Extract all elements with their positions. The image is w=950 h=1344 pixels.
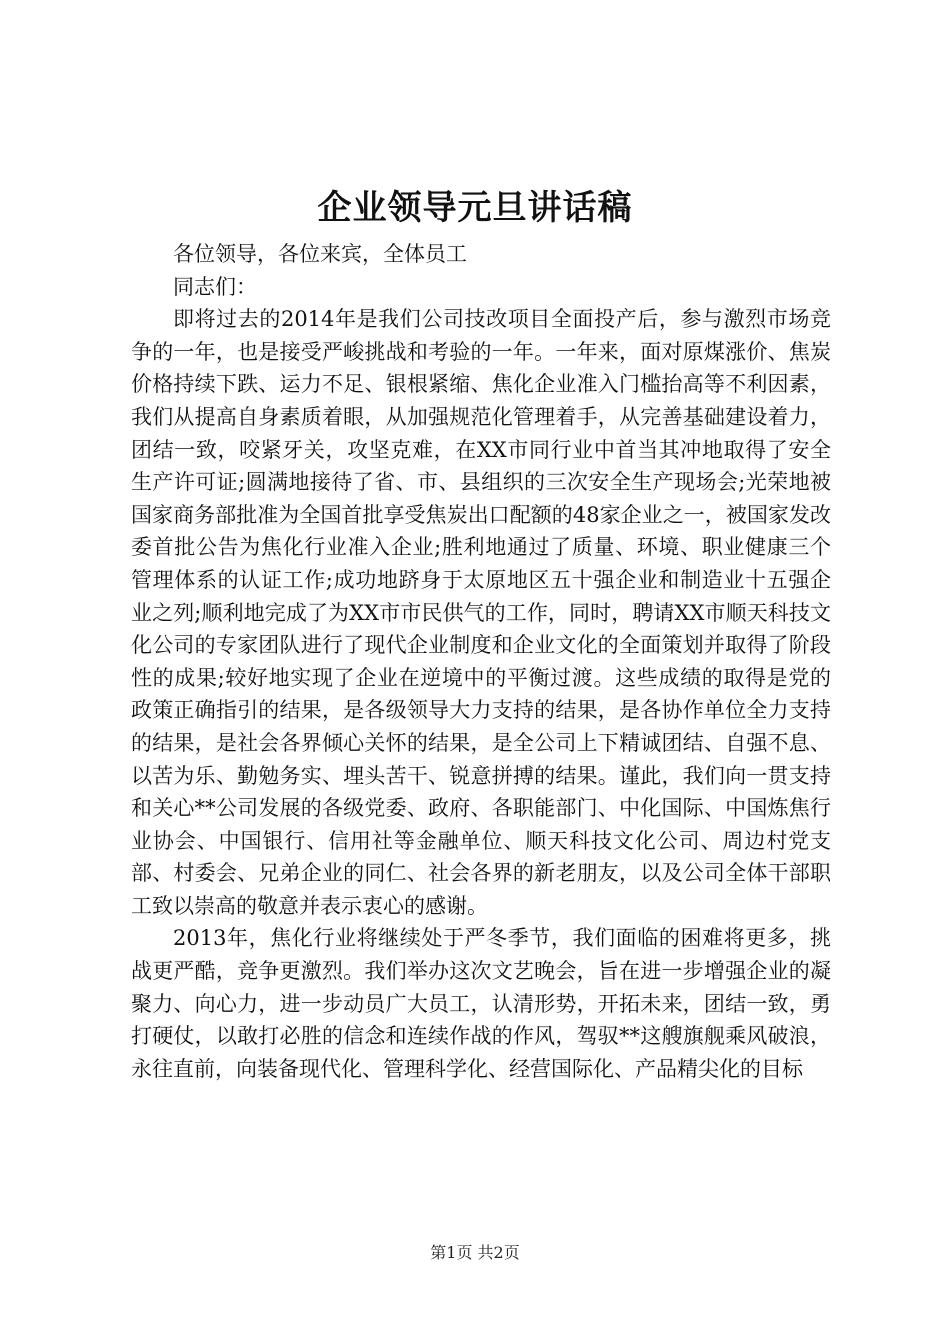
document-title: 企业领导元旦讲话稿 <box>317 188 633 228</box>
body-paragraph: 即将过去的2014年是我们公司技改项目全面投产后，参与激烈市场竞争的一年，也是接受严峻挑战和考验的一年。一年来，面对原煤涨价、焦炭价格持续下跌、运力不足、银根紧缩、焦化企业准入门槛抬高等不利因素，我们从提高自身素质着眼，从加强规范化管理着手，从完善基础建设着力，团结一致，咬紧牙关，攻坚克难，在XX市同行业中首当其冲地取得了安全生产许可证;圆满地接待了省、市、县组织的三次安全生产现场会;光荣地被国家商务部批准为全国首批享受焦炭出口配额的48家企业之一，被国家发改委首批公告为焦化行业准入企业;胜利地通过了质量、环境、职业健康三个管理体系的认证工作;成功地跻身于太原地区五十强企业和制造业十五强企业之列;顺利地完成了为XX市市民供气的工作，同时，聘请XX市顺天科技文化公司的专家团队进行了现代企业制度和企业文化的全面策划并取得了阶段性的成果;较好地实现了企业在逆境中的平衡过渡。这些成绩的取得是党的政策正确指引的结果，是各级领导大力支持的结果，是各协作单位全力支持的结果，是社会各界倾心关怀的结果，是全公司上下精诚团结、自强不息、以苦为乐、勤勉务实、埋头苦干、锐意拼搏的结果。谨此，我们向一贯支持和关心**公司发展的各级党委、政府、各职能部门、中化国际、中国炼焦行业协会、中国银行、信用社等金融单位、顺天科技文化公司、周边村党支部、村委会、兄弟企业的同仁、社会各界的新老朋友，以及公司全体干部职工致以崇高的敬意并表示衷心的感谢。 <box>131 307 831 918</box>
greeting-line: 同志们： <box>173 274 257 299</box>
document-body <box>131 238 831 1085</box>
body-paragraph: 2013年，焦化行业将继续处于严冬季节，我们面临的困难将更多，挑战更严酷，竞争更激烈。我们举办这次文艺晚会，旨在进一步增强企业的凝聚力、向心力，进一步动员广大员工，认清形势，开拓未来，团结一致，勇打硬仗，以敢打必胜的信念和连续作战的作风，驾驭**这艘旗舰乘风破浪，永往直前，向装备现代化、管理科学化、经营国际化、产品精尖化的目标 <box>131 926 831 1081</box>
greeting-line: 各位领导，各位来宾，全体员工 <box>173 242 467 266</box>
page-footer: 第1页 共2页 <box>430 1243 520 1262</box>
